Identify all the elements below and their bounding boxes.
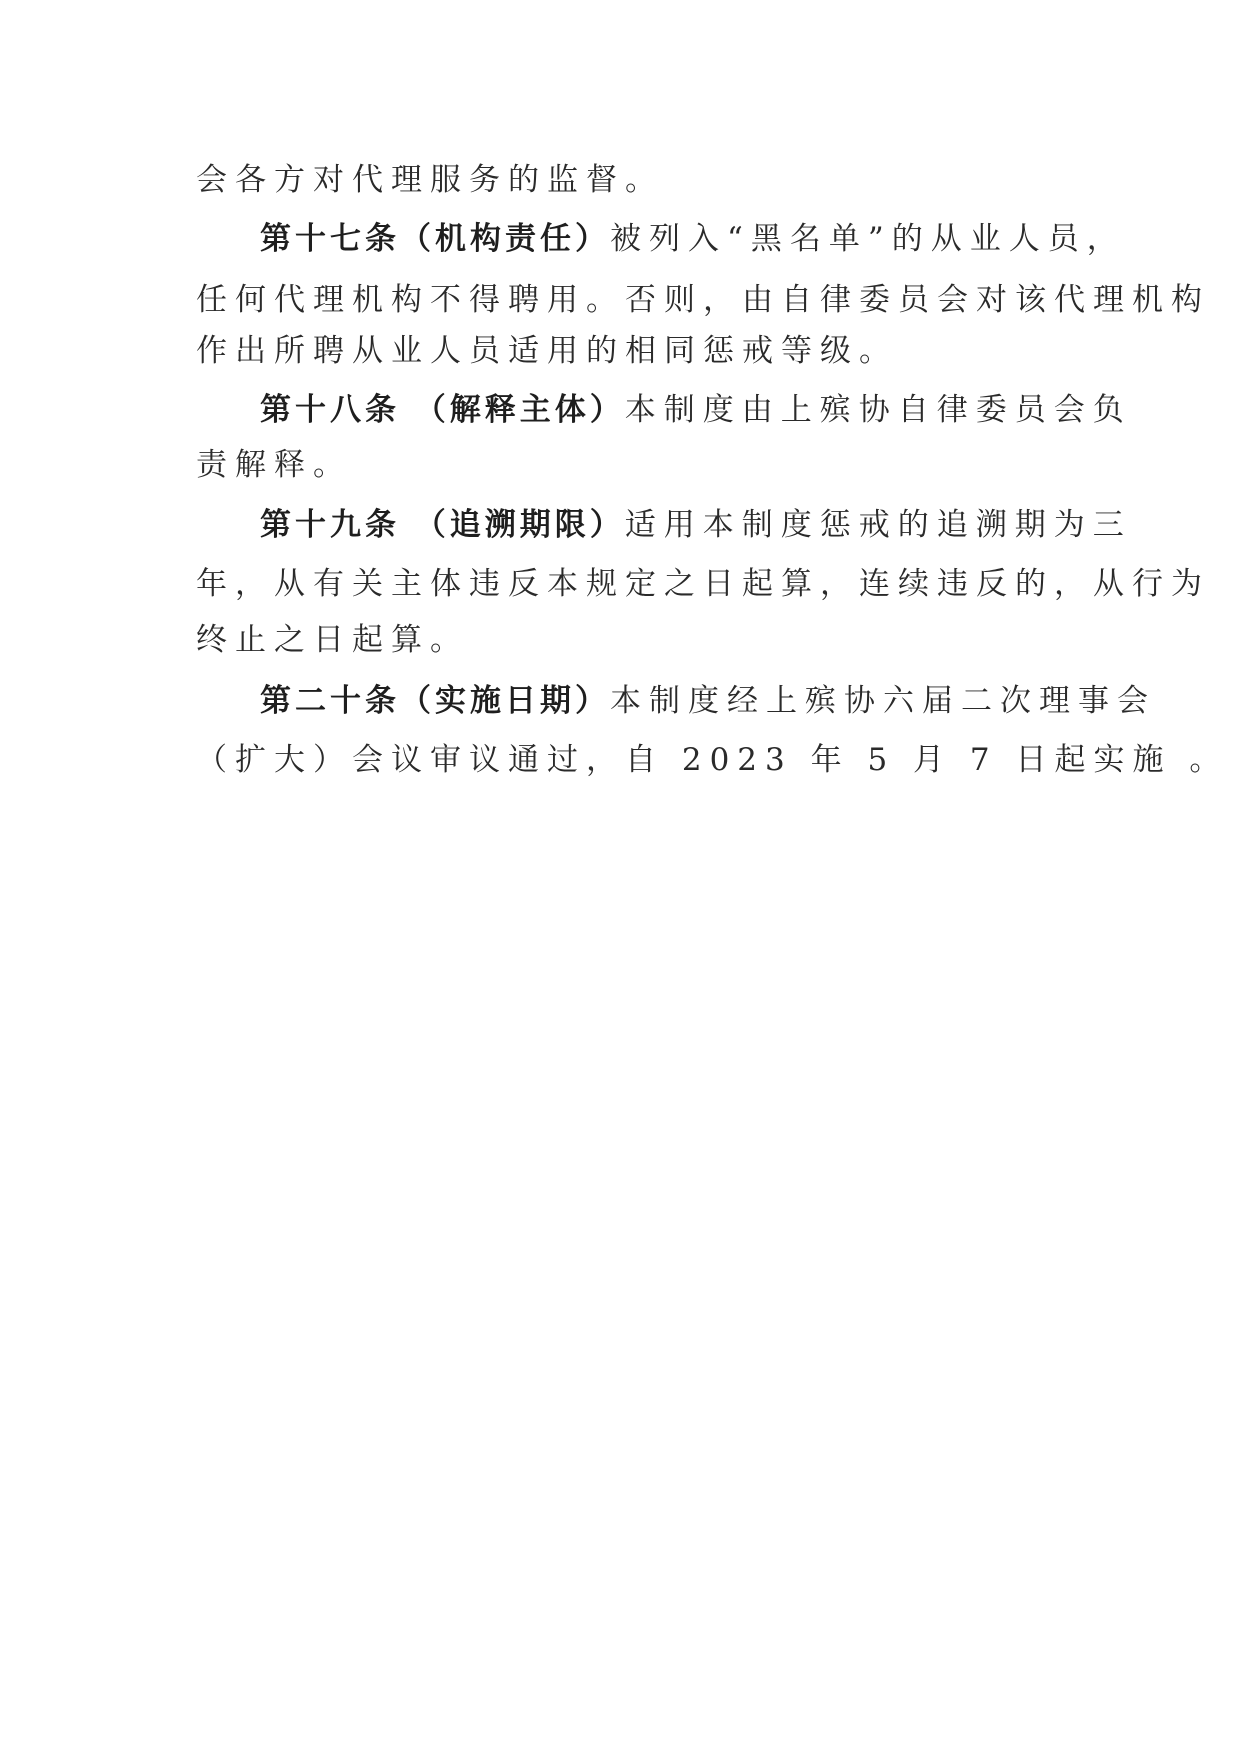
article-20-line [260, 671, 1156, 731]
article-17-line [260, 209, 1126, 269]
article-17-heading: 第十七条（机构责任） [260, 221, 610, 257]
line-text: （扩大）会议审议通过，自 2023 年 5 月 7 日起实施 。 [196, 742, 1229, 778]
article-18-heading: 第十八条 （解释主体） [260, 392, 625, 428]
text-line [196, 554, 1210, 614]
line-text: 本制度经上殡协六届二次理事会 [610, 683, 1156, 719]
text-line [196, 435, 1056, 495]
text-line [196, 150, 1056, 210]
text-line [196, 610, 1056, 670]
line-text: 本制度由上殡协自律委员会负 [624, 392, 1132, 428]
line-text: 任何代理机构不得聘用。否则，由自律委员会对该代理机构 [196, 282, 1210, 318]
article-19-heading: 第十九条 （追溯期限） [260, 507, 625, 543]
line-text: 责解释。 [196, 447, 352, 483]
line-text: 适用本制度惩戒的追溯期为三 [624, 507, 1132, 543]
text-line [196, 321, 1056, 381]
article-19-line [260, 495, 1132, 555]
article-20-heading: 第二十条（实施日期） [260, 683, 610, 719]
line-text: 被列入“黑名单”的从业人员， [610, 221, 1126, 257]
line-text: 终止之日起算。 [196, 622, 469, 658]
text-line [196, 730, 1229, 790]
line-text: 年，从有关主体违反本规定之日起算，连续违反的，从行为 [196, 566, 1210, 602]
line-text: 会各方对代理服务的监督。 [196, 162, 664, 198]
line-text: 作出所聘从业人员适用的相同惩戒等级。 [196, 333, 898, 369]
article-18-line [260, 380, 1132, 440]
